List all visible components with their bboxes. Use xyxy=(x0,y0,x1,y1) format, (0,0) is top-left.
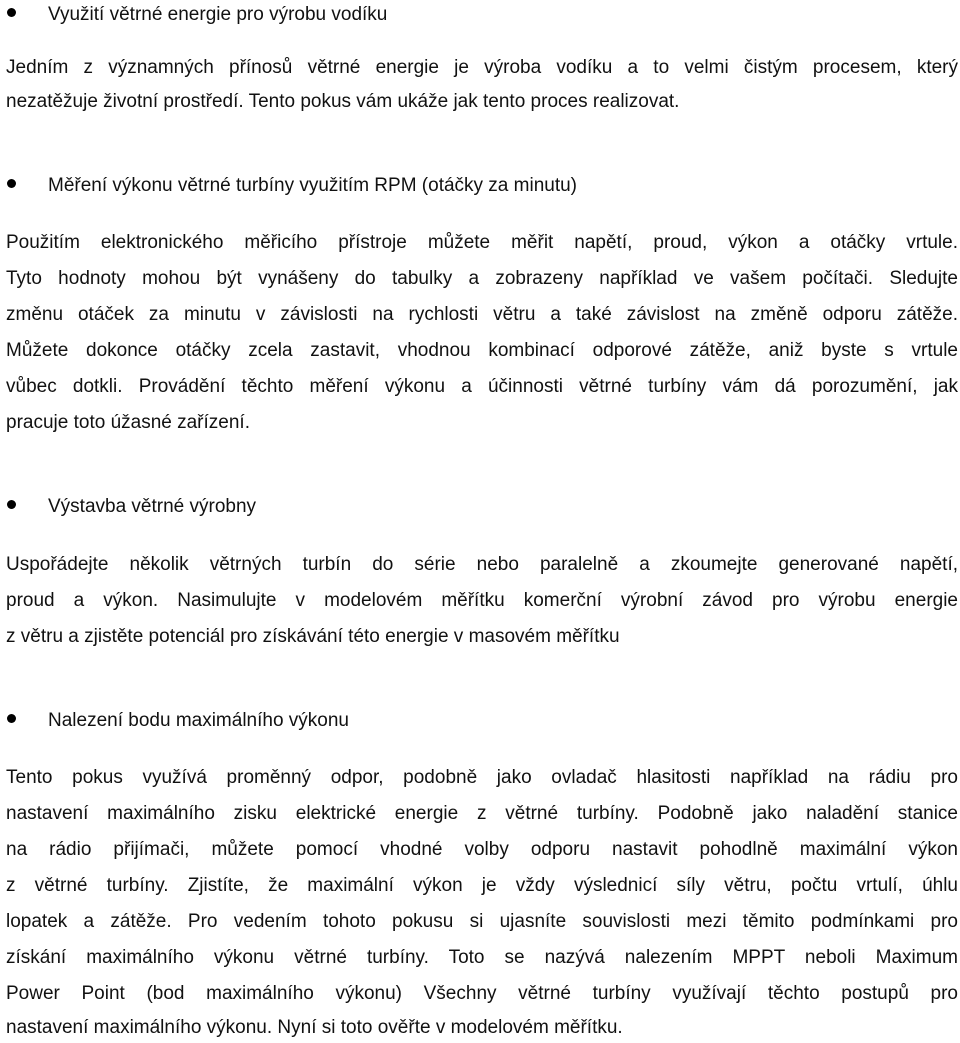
section-heading xyxy=(6,708,958,734)
paragraph-line: nastavení maximálního zisku elektrické energie z větrné turbíny. Podobně jako naladění stanice xyxy=(6,803,958,824)
paragraph-line: Uspořádejte několik větrných turbín do série nebo paralelně a zkoumejte generované napětí, xyxy=(6,554,958,575)
bullet-icon xyxy=(7,179,16,188)
section-heading xyxy=(6,2,958,28)
heading-text: Měření výkonu větrné turbíny využitím RPM (otáčky za minutu) xyxy=(48,175,578,196)
paragraph-line: získání maximálního výkonu větrné turbíny. Toto se nazývá nalezením MPPT neboli Maximum xyxy=(6,947,958,968)
paragraph-line: pracuje toto úžasné zařízení. xyxy=(6,412,250,433)
paragraph-line: Jedním z významných přínosů větrné energie je výroba vodíku a to velmi čistým procesem, který xyxy=(6,57,958,78)
paragraph-line: na rádio přijímači, můžete pomocí vhodné volby odporu nastavit pohodlně maximální výkon xyxy=(6,839,958,860)
paragraph-line: z větru a zjistěte potenciál pro získávání této energie v masovém měřítku xyxy=(6,626,620,647)
bullet-icon xyxy=(7,8,16,17)
heading-text: Nalezení bodu maximálního výkonu xyxy=(48,710,350,731)
heading-text: Výstavba větrné výrobny xyxy=(48,496,257,517)
bullet-icon xyxy=(7,714,16,723)
paragraph-line: proud a výkon. Nasimulujte v modelovém měřítku komerční výrobní závod pro výrobu energie xyxy=(6,590,958,611)
paragraph-line: Použitím elektronického měřicího přístroje můžete měřit napětí, proud, výkon a otáčky vrtule. xyxy=(6,232,958,253)
section-heading xyxy=(6,173,958,199)
paragraph-line: vůbec dotkli. Provádění těchto měření výkonu a účinnosti větrné turbíny vám dá porozumění, jak xyxy=(6,376,958,397)
section-heading xyxy=(6,494,958,520)
paragraph-line: Tento pokus využívá proměnný odpor, podobně jako ovladač hlasitosti například na rádiu pro xyxy=(6,767,958,788)
paragraph-line: nastavení maximálního výkonu. Nyní si toto ověřte v modelovém měřítku. xyxy=(6,1017,623,1038)
paragraph-line: Power Point (bod maximálního výkonu) Všechny větrné turbíny využívají těchto postupů pro xyxy=(6,983,958,1004)
paragraph-line: nezatěžuje životní prostředí. Tento pokus vám ukáže jak tento proces realizovat. xyxy=(6,91,680,112)
bullet-icon xyxy=(7,500,16,509)
paragraph-line: Můžete dokonce otáčky zcela zastavit, vhodnou kombinací odporové zátěže, aniž byste s vrtule xyxy=(6,340,958,361)
paragraph-line: změnu otáček za minutu v závislosti na rychlosti větru a také závislost na změně odporu zátěže. xyxy=(6,304,958,325)
heading-text: Využití větrné energie pro výrobu vodíku xyxy=(48,4,388,25)
paragraph-line: z větrné turbíny. Zjistíte, že maximální výkon je vždy výslednicí síly větru, počtu vrtulí, úhlu xyxy=(6,875,958,896)
paragraph-line: Tyto hodnoty mohou být vynášeny do tabulky a zobrazeny například ve vašem počítači. Sledujte xyxy=(6,268,958,289)
paragraph-line: lopatek a zátěže. Pro vedením tohoto pokusu si ujasníte souvislosti mezi těmito podmínkami pro xyxy=(6,911,958,932)
